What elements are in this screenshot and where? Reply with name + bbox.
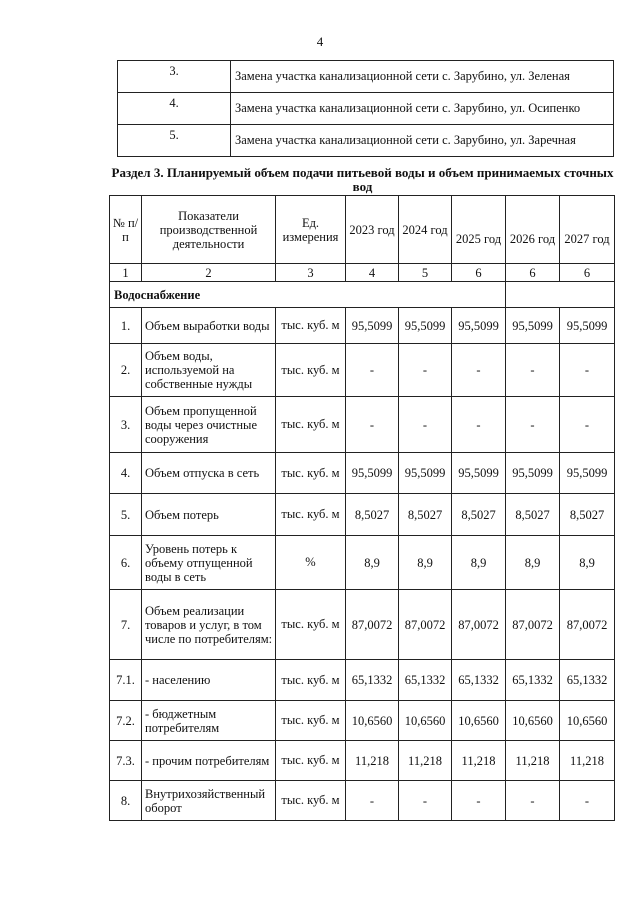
value-cell: 8,9 (506, 536, 560, 590)
unit: тыс. куб. м (276, 660, 346, 701)
value-cell: 65,1332 (399, 660, 452, 701)
unit: тыс. куб. м (276, 590, 346, 660)
header-2023: 2023 год (346, 196, 399, 264)
value-cell: - (560, 781, 615, 821)
page-number: 4 (316, 34, 324, 49)
col-number: 3 (276, 264, 346, 282)
value-cell: 10,6560 (346, 701, 399, 741)
table-row (110, 308, 615, 344)
projects-table-continuation (117, 60, 614, 157)
value-cell: 11,218 (452, 741, 506, 781)
value-cell: - (452, 344, 506, 397)
indicator-name: Уровень потерь к объему отпущенной воды в сеть (142, 536, 276, 590)
value-cell: 87,0072 (506, 590, 560, 660)
row-number: 4. (118, 93, 231, 125)
data-rows (110, 308, 615, 821)
table-row (118, 125, 614, 157)
value-cell: 87,0072 (560, 590, 615, 660)
value-cell: 10,6560 (506, 701, 560, 741)
header-row (110, 196, 615, 264)
table-row (110, 781, 615, 821)
value-cell: 8,9 (452, 536, 506, 590)
table-row (118, 61, 614, 93)
value-cell: - (399, 781, 452, 821)
project-name: Замена участка канализационной сети с. Зарубино, ул. Осипенко (231, 93, 614, 125)
header-unit: Ед. измерения (276, 196, 346, 264)
row-number: 2. (110, 344, 142, 397)
row-number: 7.1. (110, 660, 142, 701)
header-2026 (506, 196, 560, 264)
value-cell: - (452, 781, 506, 821)
value-cell: 95,5099 (452, 308, 506, 344)
value-cell: 10,6560 (399, 701, 452, 741)
col-number: 6 (452, 264, 506, 282)
col-number: 5 (399, 264, 452, 282)
value-cell: 8,5027 (452, 494, 506, 536)
value-cell: 11,218 (399, 741, 452, 781)
value-cell: 65,1332 (560, 660, 615, 701)
row-number: 6. (110, 536, 142, 590)
table-row (118, 93, 614, 125)
row-number: 3. (118, 61, 231, 93)
row-number: 7.3. (110, 741, 142, 781)
value-cell: 65,1332 (346, 660, 399, 701)
value-cell: 95,5099 (452, 453, 506, 494)
value-cell: 95,5099 (560, 308, 615, 344)
value-cell: - (506, 781, 560, 821)
empty-cell (560, 282, 615, 308)
indicator-name: Объем пропущенной воды через очистные сооружения (142, 397, 276, 453)
table-row (110, 344, 615, 397)
value-cell: 95,5099 (346, 308, 399, 344)
header-2025-label: 2025 год (455, 231, 502, 246)
header-2027 (560, 196, 615, 264)
value-cell: - (506, 397, 560, 453)
header-2027-label: 2027 год (564, 231, 610, 246)
col-number: 6 (560, 264, 615, 282)
value-cell: - (560, 397, 615, 453)
value-cell: 95,5099 (560, 453, 615, 494)
row-number: 7. (110, 590, 142, 660)
value-cell: 8,9 (399, 536, 452, 590)
section-label: Водоснабжение (110, 282, 506, 308)
project-name: Замена участка канализационной сети с. Зарубино, ул. Зеленая (231, 61, 614, 93)
section-title: Раздел 3. Планируемый объем подачи питьевой воды и объем принимаемых сточных вод (111, 165, 614, 194)
value-cell: 95,5099 (399, 308, 452, 344)
col-number: 4 (346, 264, 399, 282)
value-cell: 11,218 (346, 741, 399, 781)
empty-cell (506, 282, 560, 308)
row-number: 3. (110, 397, 142, 453)
row-number: 1. (110, 308, 142, 344)
unit: тыс. куб. м (276, 494, 346, 536)
row-number: 8. (110, 781, 142, 821)
value-cell: 8,5027 (506, 494, 560, 536)
value-cell: 8,9 (346, 536, 399, 590)
row-number: 5. (110, 494, 142, 536)
indicator-name: Объем воды, используемой на собственные нужды (142, 344, 276, 397)
header-2026-label: 2026 год (509, 231, 556, 246)
indicator-name: Объем реализации товаров и услуг, в том числе по потребителям: (142, 590, 276, 660)
value-cell: 11,218 (506, 741, 560, 781)
header-2025 (452, 196, 506, 264)
header-2024: 2024 год (399, 196, 452, 264)
header-num: № п/п (110, 196, 142, 264)
value-cell: - (560, 344, 615, 397)
value-cell: 87,0072 (346, 590, 399, 660)
value-cell: 8,5027 (346, 494, 399, 536)
column-number-row (110, 264, 615, 282)
unit: тыс. куб. м (276, 741, 346, 781)
indicator-name: Объем потерь (142, 494, 276, 536)
value-cell: 8,5027 (399, 494, 452, 536)
value-cell: 10,6560 (452, 701, 506, 741)
value-cell: 10,6560 (560, 701, 615, 741)
unit: тыс. куб. м (276, 453, 346, 494)
value-cell: - (399, 344, 452, 397)
header-indicator: Показатели производственной деятельности (142, 196, 276, 264)
table-row (110, 397, 615, 453)
value-cell: 87,0072 (452, 590, 506, 660)
indicator-name: - населению (142, 660, 276, 701)
value-cell: 95,5099 (346, 453, 399, 494)
table-row (110, 701, 615, 741)
project-name: Замена участка канализационной сети с. Зарубино, ул. Заречная (231, 125, 614, 157)
col-number: 6 (506, 264, 560, 282)
row-number: 7.2. (110, 701, 142, 741)
value-cell: 95,5099 (506, 453, 560, 494)
indicator-name: - прочим потребителям (142, 741, 276, 781)
unit: тыс. куб. м (276, 344, 346, 397)
value-cell: 95,5099 (506, 308, 560, 344)
table-row (110, 494, 615, 536)
table-row (110, 660, 615, 701)
row-number: 5. (118, 125, 231, 157)
value-cell: - (346, 397, 399, 453)
value-cell: 11,218 (560, 741, 615, 781)
value-cell: 65,1332 (452, 660, 506, 701)
col-number: 2 (142, 264, 276, 282)
value-cell: 8,5027 (560, 494, 615, 536)
unit: тыс. куб. м (276, 308, 346, 344)
row-number: 4. (110, 453, 142, 494)
section-row (110, 282, 615, 308)
value-cell: - (346, 781, 399, 821)
indicator-name: - бюджетным потребителям (142, 701, 276, 741)
table-row (110, 536, 615, 590)
value-cell: 8,9 (560, 536, 615, 590)
value-cell: - (506, 344, 560, 397)
value-cell: - (399, 397, 452, 453)
table-row (110, 453, 615, 494)
col-number: 1 (110, 264, 142, 282)
unit: тыс. куб. м (276, 781, 346, 821)
table-row (110, 741, 615, 781)
indicator-name: Объем отпуска в сеть (142, 453, 276, 494)
value-cell: 65,1332 (506, 660, 560, 701)
table-row (110, 590, 615, 660)
indicator-name: Объем выработки воды (142, 308, 276, 344)
value-cell: - (346, 344, 399, 397)
unit: тыс. куб. м (276, 701, 346, 741)
value-cell: - (452, 397, 506, 453)
unit: % (276, 536, 346, 590)
indicator-name: Внутрихозяйственный оборот (142, 781, 276, 821)
unit: тыс. куб. м (276, 397, 346, 453)
water-supply-table (109, 195, 615, 821)
value-cell: 95,5099 (399, 453, 452, 494)
value-cell: 87,0072 (399, 590, 452, 660)
